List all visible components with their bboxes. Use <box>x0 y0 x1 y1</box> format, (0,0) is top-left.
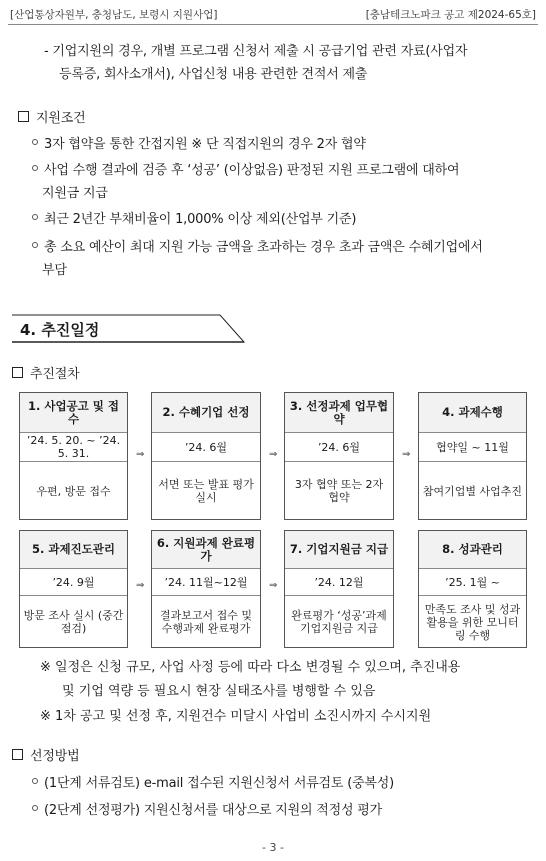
condition-item-4: 총 소요 예산이 최대 지원 가능 금액을 초과하는 경우 초과 금액은 수혜기업에서 <box>32 236 483 255</box>
step-title: 7. 기업지원금 지급 <box>285 531 393 568</box>
header-left: [산업통상자원부, 충청남도, 보령시 지원사업] <box>10 9 218 21</box>
step-box-6 <box>151 530 261 648</box>
step-title: 1. 사업공고 및 접수 <box>20 393 127 432</box>
schedule-note-1-cont: 및 기업 역량 등 필요시 현장 실태조사를 병행할 수 있음 <box>62 684 376 699</box>
square-bullet-icon <box>12 749 23 760</box>
schedule-note-2: ※ 1차 공고 및 선정 후, 지원건수 미달시 사업비 소진시까지 수시지원 <box>40 709 432 724</box>
step-date: 협약일 ~ 11월 <box>419 432 526 462</box>
step-desc: 방문 조사 실시 (중간점검) <box>23 609 124 635</box>
step-desc: 우편, 방문 접수 <box>36 484 111 498</box>
flow-arrow-icon: ⇒ <box>136 580 145 591</box>
conditions-heading: 지원조건 <box>18 107 85 126</box>
step-date: ’24. 6월 <box>285 432 393 462</box>
step-title: 2. 수혜기업 선정 <box>152 393 260 432</box>
step-box-5 <box>19 530 128 648</box>
support-note-line2: 등록증, 회사소개서), 사업신청 내용 관련한 견적서 제출 <box>59 67 368 82</box>
square-bullet-icon <box>18 111 29 122</box>
selection-item-2: (2단계 선정평가) 지원신청서를 대상으로 지원의 적정성 평가 <box>32 799 382 818</box>
step-desc: 3자 협약 또는 2자 협약 <box>294 478 384 504</box>
step-desc: 참여기업별 사업추진 <box>422 484 523 498</box>
step-desc: 만족도 조사 및 성과활용을 위한 모니터링 수행 <box>424 602 521 642</box>
condition-item-4-cont: 부담 <box>42 263 67 278</box>
square-bullet-icon <box>12 367 23 378</box>
schedule-note-1: ※ 일정은 신청 규모, 사업 사정 등에 따라 다소 변경될 수 있으며, 추진내용 <box>40 660 461 675</box>
circle-bullet-icon <box>32 805 38 811</box>
flow-arrow-icon: ⇒ <box>269 449 278 460</box>
step-desc: 완료평가 ‘성공’과제 기업지원금 지급 <box>291 609 387 635</box>
section-title-tab <box>12 314 246 344</box>
step-title: 3. 선정과제 업무협약 <box>285 393 393 432</box>
step-title: 5. 과제진도관리 <box>20 531 127 568</box>
condition-item-2: 사업 수행 결과에 검증 후 ‘성공’ (이상없음) 판정된 지원 프로그램에 대하여 <box>32 159 459 178</box>
condition-item-1: 3자 협약을 통한 간접지원 ※ 단 직접지원의 경우 2자 협약 <box>32 133 366 152</box>
step-date: ’24. 12월 <box>285 568 393 596</box>
step-box-3 <box>284 392 394 520</box>
step-date: ’24. 6월 <box>152 432 260 462</box>
flow-arrow-icon: ⇒ <box>136 449 145 460</box>
procedure-heading: 추진절차 <box>12 363 79 382</box>
circle-bullet-icon <box>32 242 38 248</box>
circle-bullet-icon <box>32 165 38 171</box>
step-date: ’25. 1월 ~ <box>419 568 526 596</box>
condition-item-3: 최근 2년간 부채비율이 1,000% 이상 제외(산업부 기준) <box>32 208 356 227</box>
flow-arrow-icon: ⇒ <box>269 580 278 591</box>
step-title: 4. 과제수행 <box>419 393 526 432</box>
selection-item-1: (1단계 서류검토) e-mail 접수된 지원신청서 서류검토 (중복성) <box>32 772 394 791</box>
step-date: ’24. 9월 <box>20 568 127 596</box>
step-box-1 <box>19 392 128 520</box>
step-box-8 <box>418 530 527 648</box>
step-desc: 결과보고서 접수 및 수행과제 완료평가 <box>159 609 252 635</box>
step-box-4 <box>418 392 527 520</box>
header-rule <box>8 24 538 25</box>
step-desc: 서면 또는 발표 평가 실시 <box>158 478 254 504</box>
selection-heading: 선정방법 <box>12 745 79 764</box>
circle-bullet-icon <box>32 139 38 145</box>
step-box-7 <box>284 530 394 648</box>
step-title: 6. 지원과제 완료평가 <box>152 531 260 568</box>
condition-item-2-cont: 지원금 지급 <box>42 186 108 201</box>
step-box-2 <box>151 392 261 520</box>
support-note-line1: - 기업지원의 경우, 개별 프로그램 신청서 제출 시 공급기업 관련 자료(사업자 <box>44 44 468 59</box>
flow-arrow-icon: ⇒ <box>402 449 411 460</box>
step-date: ’24. 11월~12월 <box>152 568 260 596</box>
page-number: - 3 - <box>262 841 284 854</box>
circle-bullet-icon <box>32 214 38 220</box>
section-title: 4. 추진일정 <box>20 321 100 339</box>
step-title: 8. 성과관리 <box>419 531 526 568</box>
header-right: [충남테크노파크 공고 제2024-65호] <box>365 9 536 21</box>
circle-bullet-icon <box>32 778 38 784</box>
step-date: ’24. 5. 20. ~ ’24. 5. 31. <box>20 432 127 462</box>
